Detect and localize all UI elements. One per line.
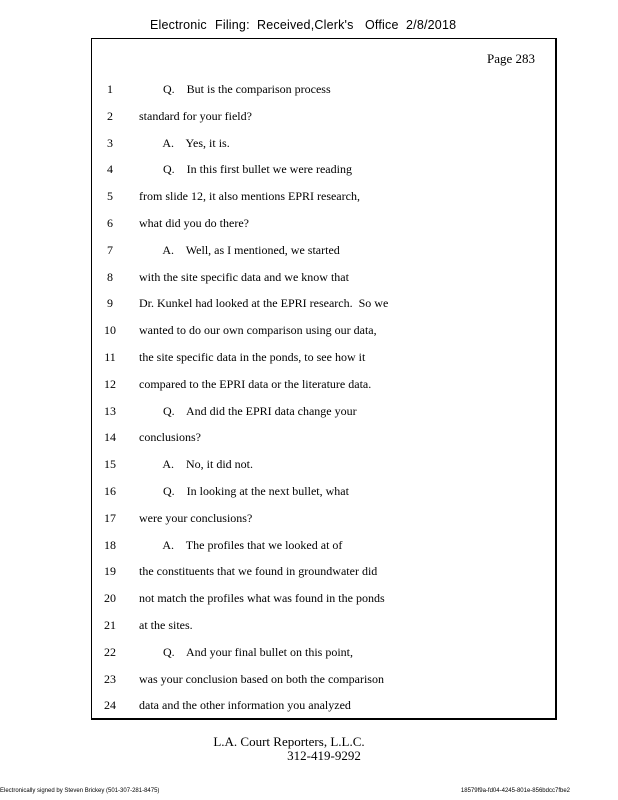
line-text: the constituents that we found in groundwater did	[139, 564, 378, 579]
transcript-line	[92, 136, 552, 156]
line-number: 7	[107, 242, 113, 257]
reporter-name: L.A. Court Reporters, L.L.C.	[213, 734, 365, 749]
line-text: Dr. Kunkel had looked at the EPRI research. So we	[139, 296, 389, 311]
transcript-line	[92, 243, 552, 263]
line-text: conclusions?	[139, 430, 201, 445]
transcript-page	[91, 38, 557, 720]
filing-stamp-received: Received,Clerk's	[257, 18, 354, 32]
line-number: 2	[107, 108, 113, 123]
transcript-line	[92, 404, 552, 424]
line-text: Q. In looking at the next bullet, what	[139, 484, 349, 498]
transcript-line	[92, 377, 552, 397]
transcript-line	[92, 296, 552, 316]
line-text: with the site specific data and we know that	[139, 269, 349, 284]
line-number: 9	[107, 296, 113, 311]
filing-stamp-filing: Filing:	[215, 18, 250, 32]
line-number: 23	[104, 671, 116, 686]
line-text: Q. But is the comparison process	[139, 82, 331, 96]
transcript-line	[92, 538, 552, 558]
transcript-line	[92, 618, 552, 638]
line-text: Q. In this first bullet we were reading	[139, 162, 352, 177]
line-number: 24	[104, 698, 116, 713]
line-number: 6	[107, 216, 113, 230]
line-number: 15	[104, 457, 116, 472]
line-text: compared to the EPRI data or the literature data.	[139, 376, 372, 391]
line-number: 11	[104, 350, 116, 364]
transcript-line	[92, 323, 552, 343]
line-text: A. Well, as I mentioned, we started	[139, 242, 340, 257]
line-number: 3	[107, 135, 113, 150]
transcript-line	[92, 350, 552, 370]
line-number: 14	[104, 430, 116, 445]
transcript-line	[92, 484, 552, 504]
line-text: what did you do there?	[139, 216, 249, 230]
line-number: 17	[104, 510, 116, 525]
transcript-line	[92, 109, 552, 129]
line-number: 13	[104, 403, 116, 418]
transcript-line	[92, 698, 552, 718]
line-text: at the sites.	[139, 618, 193, 632]
line-number: 4	[107, 162, 113, 177]
line-number: 22	[104, 644, 116, 659]
line-text: were your conclusions?	[139, 510, 253, 525]
transcript-line	[92, 564, 552, 584]
line-text: standard for your field?	[139, 108, 252, 123]
line-text: A. No, it did not.	[139, 457, 254, 472]
line-number: 8	[107, 269, 113, 284]
line-text: from slide 12, it also mentions EPRI research,	[139, 189, 360, 204]
line-text: not match the profiles what was found in the ponds	[139, 591, 385, 606]
transcript-line	[92, 645, 552, 665]
transcript-line	[92, 82, 552, 102]
line-number: 20	[104, 591, 116, 606]
reporter-phone: 312-419-9292	[287, 748, 361, 763]
transcript-line	[92, 591, 552, 611]
transcript-line	[92, 270, 552, 290]
transcript-line	[92, 511, 552, 531]
line-text: wanted to do our own comparison using our data,	[139, 323, 377, 338]
reporter-footer	[0, 735, 618, 763]
line-number: 18	[104, 537, 116, 552]
line-number: 1	[107, 82, 113, 96]
line-number: 12	[104, 376, 116, 391]
filing-stamp-office: Office	[365, 18, 399, 32]
line-number: 10	[104, 323, 116, 338]
line-text: data and the other information you analyzed	[139, 698, 351, 713]
line-text: Q. And your final bullet on this point,	[139, 644, 353, 659]
line-number: 21	[104, 618, 116, 632]
line-number: 16	[104, 484, 116, 498]
line-text: was your conclusion based on both the comparison	[139, 671, 384, 686]
page-number: Page 283	[486, 51, 535, 66]
document-hash: 18579f9a-fd04-4245-801e-856bdcc7fbe2	[460, 788, 570, 794]
line-text: the site specific data in the ponds, to see how it	[139, 350, 366, 364]
line-text: A. The profiles that we looked at of	[139, 537, 343, 552]
transcript-line	[92, 189, 552, 209]
line-number: 5	[107, 189, 113, 204]
line-text: A. Yes, it is.	[139, 135, 230, 150]
filing-stamp-date: 2/8/2018	[406, 18, 457, 32]
transcript-line	[92, 672, 552, 692]
line-text: Q. And did the EPRI data change your	[139, 403, 357, 418]
transcript-line	[92, 216, 552, 236]
line-number: 19	[104, 564, 116, 579]
transcript-line	[92, 162, 552, 182]
transcript-line	[92, 430, 552, 450]
filing-stamp-electronic: Electronic	[150, 18, 207, 32]
electronic-signature: Electronically signed by Steven Brickey (501-307-281-8475)	[0, 788, 160, 794]
transcript-line	[92, 457, 552, 477]
